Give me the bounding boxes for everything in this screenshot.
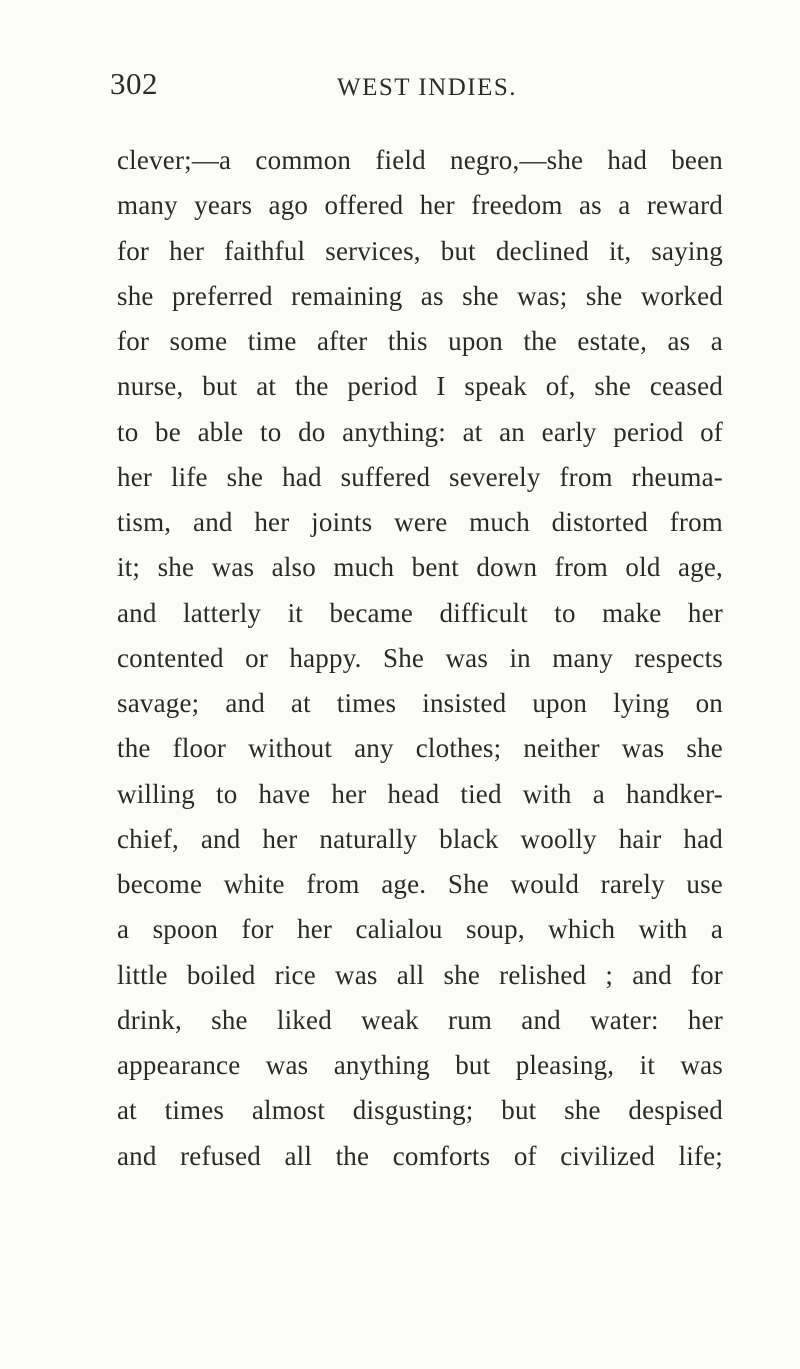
page-header [0, 0, 800, 110]
text-line: drink, she liked weak rum and water: her [117, 1004, 723, 1035]
text-line: at times almost disgusting; but she despised [117, 1095, 723, 1126]
text-line: savage; and at times insisted upon lying on [117, 688, 723, 718]
text-line: tism, and her joints were much distorted from [117, 507, 723, 537]
text-line: it; she was also much bent down from old age, [117, 552, 723, 583]
text-line: to be able to do anything: at an early period of [117, 416, 723, 447]
text-line: nurse, but at the period I speak of, she ceased [117, 371, 723, 402]
text-line: appearance was anything but pleasing, it was [117, 1050, 723, 1080]
text-line: contented or happy. She was in many respects [117, 642, 723, 673]
text-line: and refused all the comforts of civilized life; [117, 1140, 723, 1171]
text-line: willing to have her head tied with a handker- [117, 778, 723, 809]
text-line: for some time after this upon the estate, as a [117, 326, 723, 356]
text-line: for her faithful services, but declined it, saying [117, 235, 723, 266]
text-line: her life she had suffered severely from rheuma- [117, 461, 723, 492]
text-line: and latterly it became difficult to make her [117, 597, 723, 628]
text-line: the floor without any clothes; neither was she [117, 733, 723, 764]
text-line: chief, and her naturally black woolly hair had [117, 823, 723, 854]
running-head: WEST INDIES. [337, 74, 518, 101]
text-line: clever;—a common field negro,—she had been [117, 145, 723, 175]
text-line: many years ago offered her freedom as a reward [117, 190, 723, 221]
page-number: 302 [110, 66, 158, 101]
text-line: little boiled rice was all she relished ; and for [117, 959, 723, 990]
text-line: become white from age. She would rarely use [117, 869, 723, 899]
text-line: she preferred remaining as she was; she worked [117, 280, 723, 311]
text-line: a spoon for her calialou soup, which with a [117, 914, 723, 945]
body-text [117, 138, 723, 1179]
